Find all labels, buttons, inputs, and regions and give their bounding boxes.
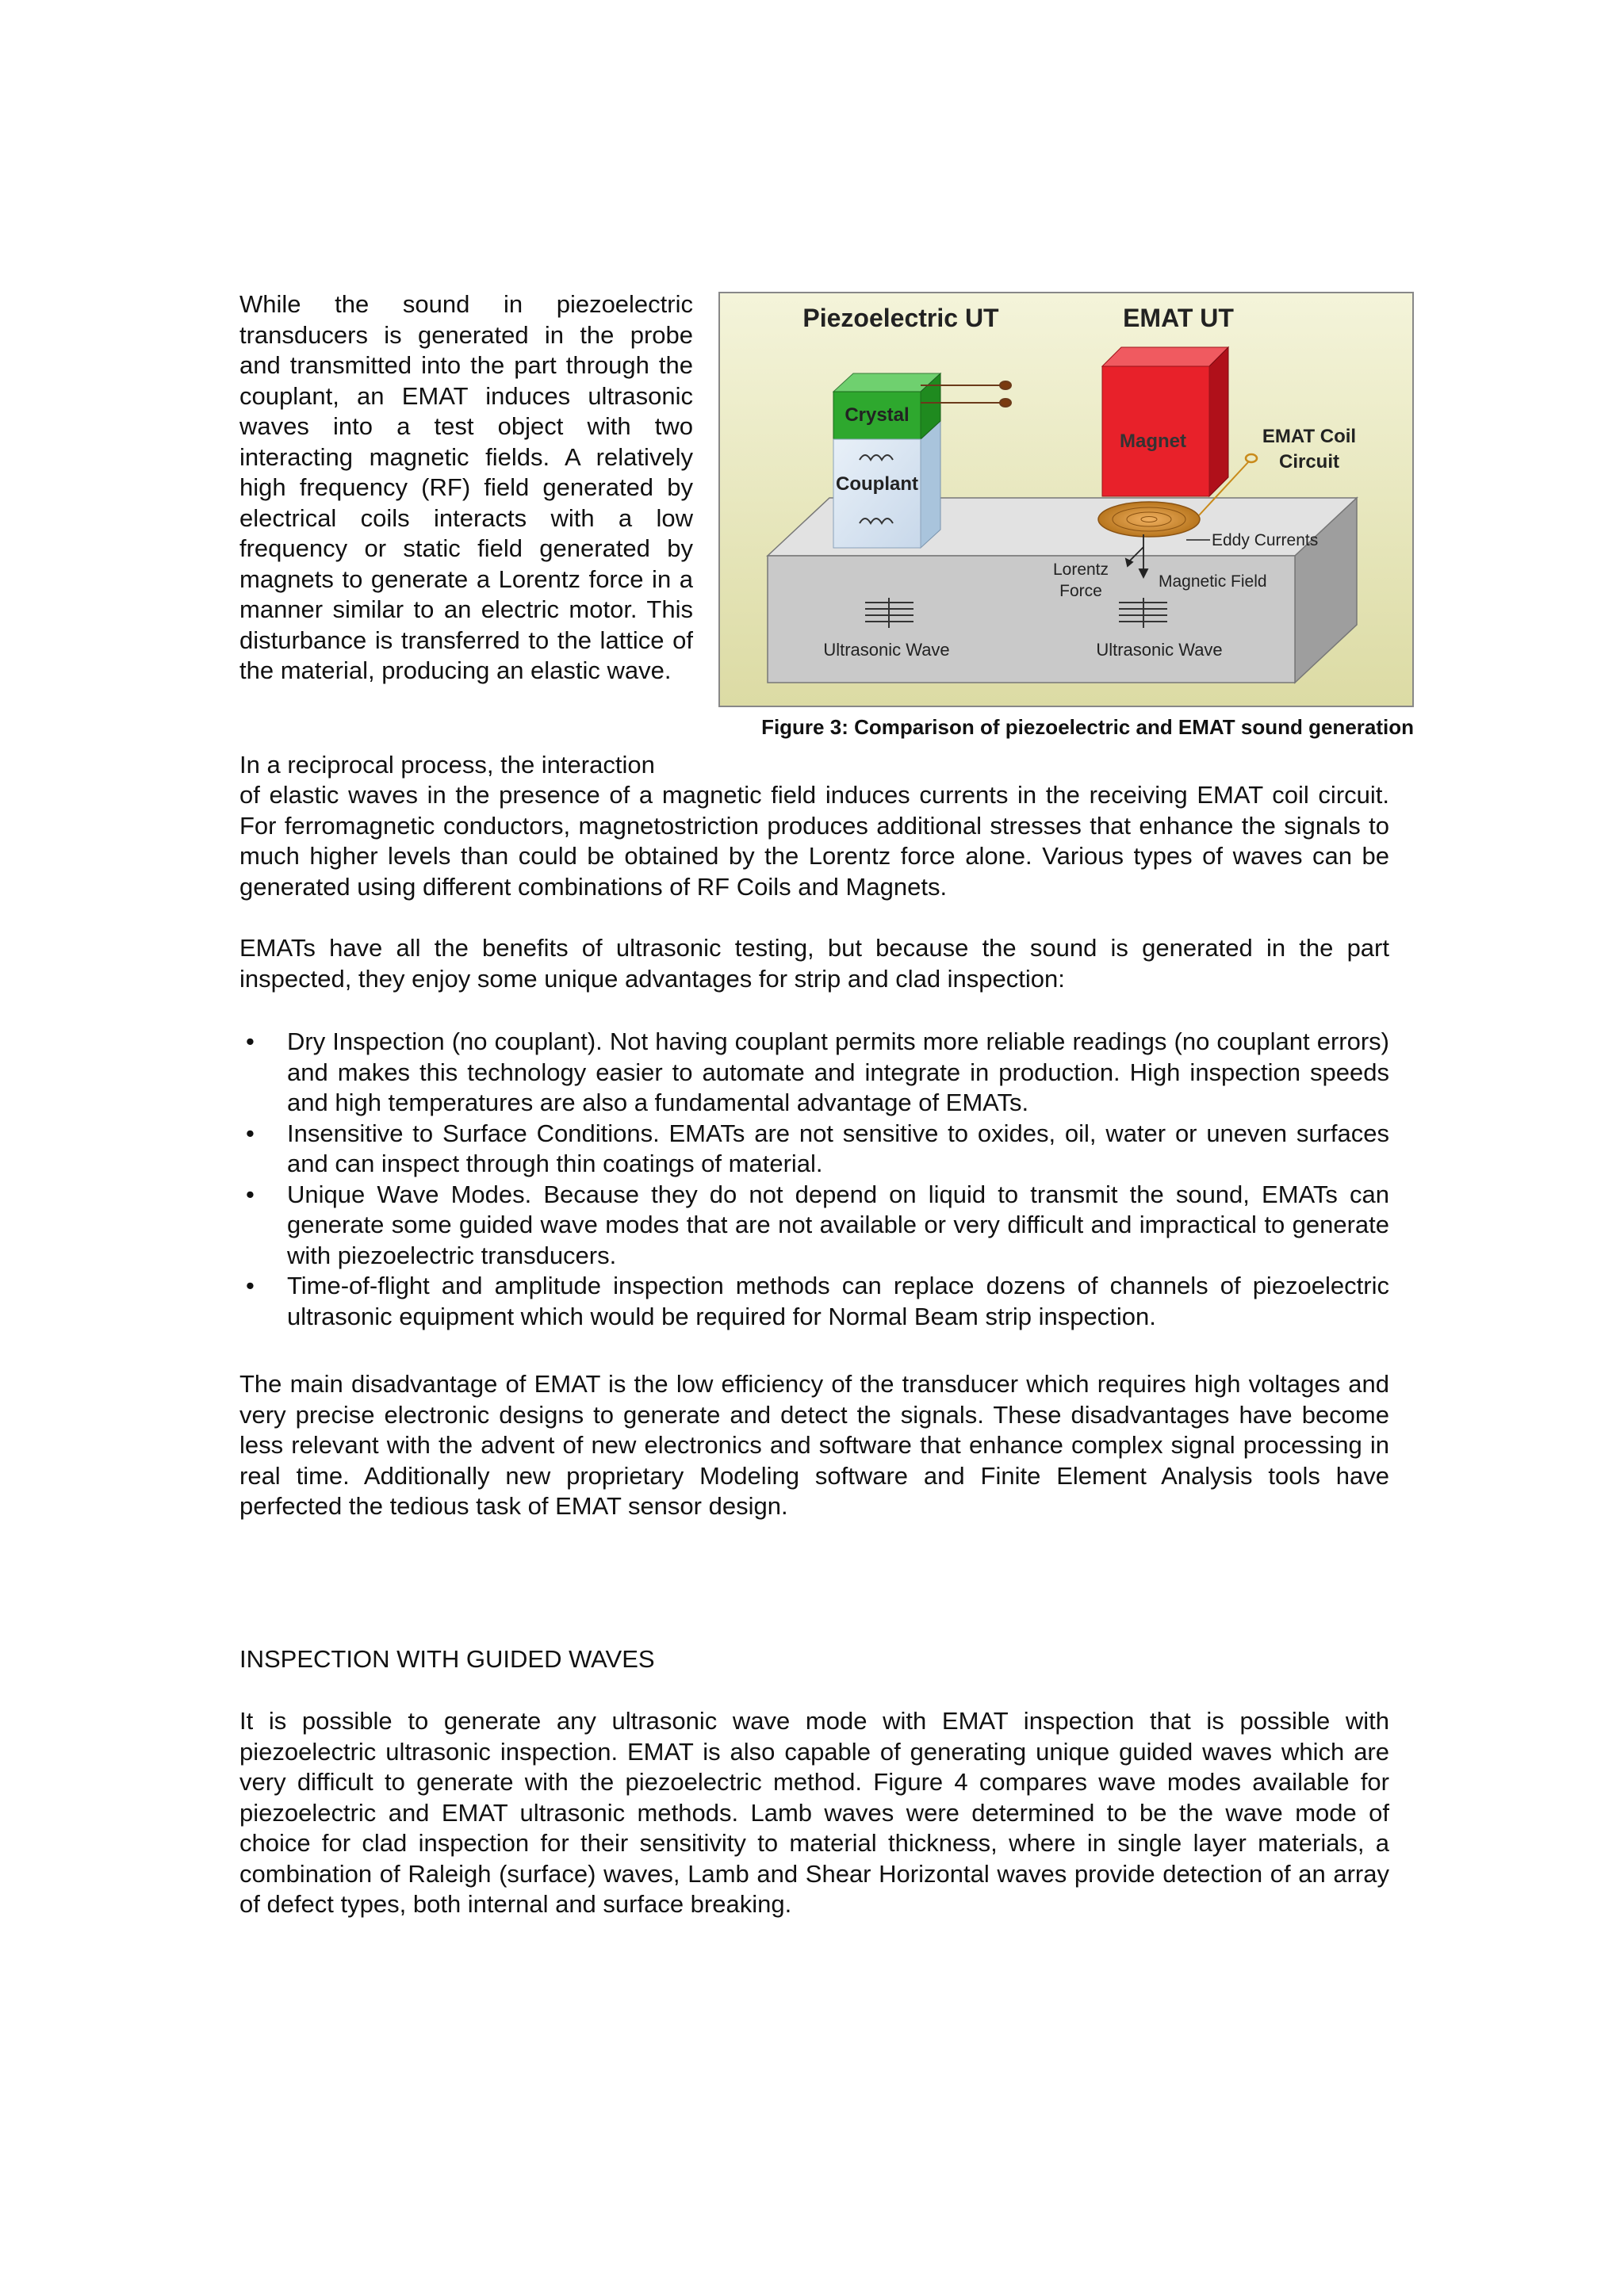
emat-comparison-figure: [718, 292, 1414, 707]
emat-coil: [1098, 502, 1200, 537]
magnetic-field-label: Magnetic Field: [1159, 572, 1267, 591]
lorentz-label-line2: Force: [1059, 582, 1102, 600]
figure-caption: Figure 3: Comparison of piezoelectric and EMAT sound generation: [761, 715, 1414, 739]
lorentz-label-line1: Lorentz: [1052, 561, 1109, 579]
paragraph-5: It is possible to generate any ultrasonic wave mode with EMAT inspection that is possible with piezoelectric ultrasonic inspection. EMAT is also capable of generating unique guided waves which are very difficult to generate with the piezoelectric method. Figure 4 compares wave modes available for piezoelectric and EMAT ultrasonic methods. Lamb waves were determined to be the wave mode of choice for clad inspection for their sensitivity to material thickness, where in single layer materials, a combination of Raleigh (surface) waves, Lamb and Shear Horizontal waves provide detection of an array of defect types, both internal and surface breaking.: [239, 1707, 1389, 1918]
figure-title-right: EMAT UT: [1123, 304, 1234, 332]
piezo-transducer: [833, 373, 940, 548]
advantages-list: [239, 1027, 1389, 1332]
paragraph-3: EMATs have all the benefits of ultrasonic testing, but because the sound is generated in the part inspected, they enjoy some unique advantages for strip and clad inspection:: [239, 934, 1389, 993]
list-item: • Insensitive to Surface Conditions. EMATs are not sensitive to oxides, oil, water or uneven surfaces and can inspect through thin coatings of material.: [239, 1119, 1389, 1180]
paragraph-4: The main disadvantage of EMAT is the low efficiency of the transducer which requires high voltages and very precise electronic designs to generate and detect the signals. These disadvantages have become less relevant with the advent of new electronics and software that enhance complex signal processing in real time. Additionally new proprietary Modeling software and Finite Element Analysis tools have perfected the tedious task of EMAT sensor design.: [239, 1370, 1389, 1520]
ultrasonic-wave-label-left: Ultrasonic Wave: [823, 640, 950, 660]
eddy-currents-label: Eddy Currents: [1212, 531, 1319, 549]
emat-magnet: [1102, 347, 1228, 496]
magnet-label: Magnet: [1120, 430, 1186, 452]
list-item: • Time-of-flight and amplitude inspection methods can replace dozens of channels of piezoelectric ultrasonic equipment which would be required for Normal Beam strip inspection.: [239, 1271, 1389, 1332]
crystal-label: Crystal: [845, 404, 910, 426]
list-item: • Dry Inspection (no couplant). Not having couplant permits more reliable readings (no couplant errors) and makes this technology easier to automate and integrate in production. High inspection speeds and high temperatures are also a fundamental advantage of EMATs.: [239, 1027, 1389, 1119]
list-item: • Unique Wave Modes. Because they do not depend on liquid to transmit the sound, EMATs can generate some guided wave modes that are not available or very difficult and impractical to generate with piezoelectric transducers.: [239, 1180, 1389, 1272]
coil-label-line2: Circuit: [1278, 451, 1340, 473]
ultrasonic-wave-label-right: Ultrasonic Wave: [1096, 640, 1223, 660]
paragraph-2: of elastic waves in the presence of a magnetic field induces currents in the receiving EMAT coil circuit. For ferromagnetic conductors, magnetostriction produces additional stresses that enhance the signals to much higher levels than could be obtained by the Lorentz force alone. Various types of waves can be generated using different combinations of RF Coils and Magnets.: [239, 781, 1389, 901]
couplant-label: Couplant: [836, 473, 918, 495]
figure-title-left: Piezoelectric UT: [802, 304, 999, 332]
paragraph-2-first-line: In a reciprocal process, the interaction: [239, 751, 655, 779]
intro-paragraph: While the sound in piezoelectric transducers is generated in the probe and transmitted into the part through the couplant, an EMAT induces ultrasonic waves into a test object with two interacting magnetic fields. A relatively high frequency (RF) field generated by electrical coils interacts with a low frequency or static field generated by magnets to generate a Lorentz force in a manner similar to an electric motor. This disturbance is transferred to the lattice of the material, producing an elastic wave.: [239, 290, 693, 684]
section-heading: INSPECTION WITH GUIDED WAVES: [239, 1645, 655, 1673]
coil-label-line1: EMAT Coil: [1262, 426, 1357, 447]
